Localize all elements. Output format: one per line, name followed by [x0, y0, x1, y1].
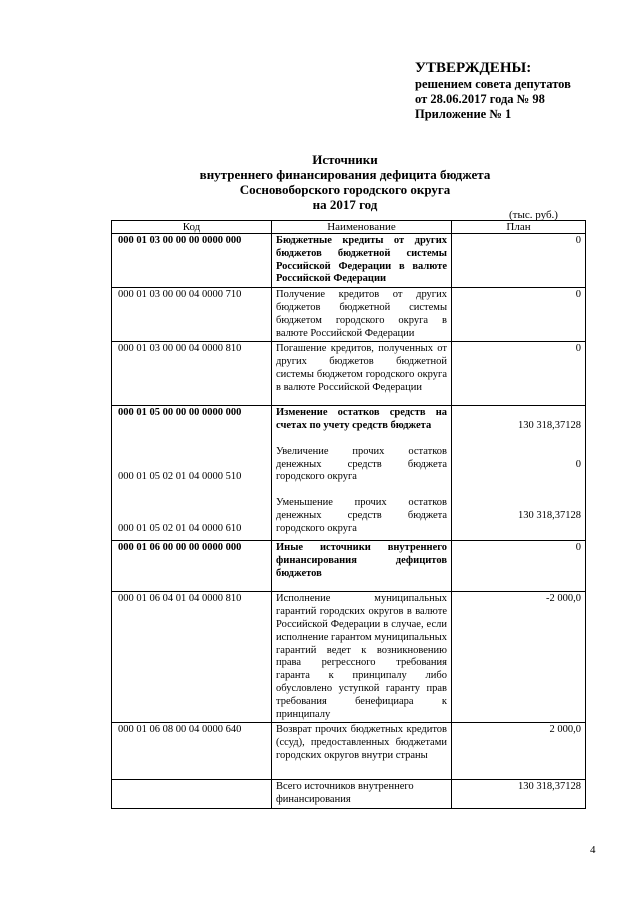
document-title — [150, 152, 540, 212]
title-line-3: Сосновоборского городского округа — [239, 182, 451, 197]
row-code: 000 01 03 00 00 04 0000 810 — [112, 342, 272, 406]
title-line-1: Источники — [312, 152, 378, 167]
table-header-row — [112, 221, 586, 234]
row-name: Погашение кредитов, полученных от других бюджетов бюджетной системы бюджетом городского округа в валюте Российской Федерации — [272, 342, 452, 406]
row-code: 000 01 05 00 00 00 0000 000 — [118, 407, 242, 419]
row-code: 000 01 03 00 00 00 0000 000 — [112, 234, 272, 288]
table-row-total — [112, 780, 586, 809]
approval-line-council: решением совета депутатов — [415, 77, 571, 91]
row-name: Исполнение муниципальных гарантий городских округов в валюте Российской Федерации в случае, если исполнение гарантом муниципальных гарантий ведет к возникновению права регрессного требования гаранта к принципалу либо обусловлено уступкой гаранту прав требования бенефициара к принципалу — [272, 592, 452, 723]
sub-row-name: Увеличение прочих остатков денежных средств бюджета городского округа — [276, 445, 447, 483]
title-line-2: внутреннего финансирования дефицита бюджета — [199, 167, 491, 182]
row-code — [112, 780, 272, 809]
row-code: 000 01 06 04 01 04 0000 810 — [112, 592, 272, 723]
row-name: Получение кредитов от других бюджетов бюджетной системы бюджетом городского округа в валюте Российской Федерации — [272, 288, 452, 342]
sub-row-code: 000 01 05 02 01 04 0000 510 — [118, 471, 242, 483]
row-name: Всего источников внутреннего финансирования — [272, 780, 452, 809]
row-plan-group — [452, 406, 586, 541]
row-code: 000 01 03 00 00 04 0000 710 — [112, 288, 272, 342]
table-row — [112, 592, 586, 723]
table-row — [112, 234, 586, 288]
row-code: 000 01 06 00 00 00 0000 000 — [112, 541, 272, 592]
row-plan: 0 — [452, 342, 586, 406]
row-name: Изменение остатков средств на счетах по учету средств бюджета — [276, 407, 447, 432]
approval-block — [415, 60, 630, 122]
page-number: 4 — [590, 844, 596, 856]
table-row — [112, 723, 586, 780]
header-code: Код — [112, 221, 272, 234]
title-line-4: на 2017 год — [312, 197, 378, 212]
row-name: Бюджетные кредиты от других бюджетов бюджетной системы Российской Федерации в валюте Российской Федерации — [272, 234, 452, 288]
units-label: (тыс. руб.) — [509, 209, 558, 221]
row-plan: 0 — [452, 234, 586, 288]
row-plan: 0 — [452, 288, 586, 342]
table-row — [112, 406, 586, 541]
row-plan: 2 000,0 — [452, 723, 586, 780]
table-row — [112, 541, 586, 592]
approval-heading: УТВЕРЖДЕНЫ: — [415, 60, 532, 76]
table-row — [112, 342, 586, 406]
row-plan: 130 318,37128 — [452, 780, 586, 809]
financing-sources-table — [111, 220, 586, 809]
approval-line-date: от 28.06.2017 года № 98 — [415, 92, 545, 106]
row-name-group — [272, 406, 452, 541]
row-name: Возврат прочих бюджетных кредитов (ссуд), предоставленных бюджетами городских округов внутри страны — [272, 723, 452, 780]
row-plan: 0 — [452, 541, 586, 592]
table-row — [112, 288, 586, 342]
header-name: Наименование — [272, 221, 452, 234]
row-code: 000 01 06 08 00 04 0000 640 — [112, 723, 272, 780]
row-name: Иные источники внутреннего финансирования дефицитов бюджетов — [272, 541, 452, 592]
row-plan: 130 318,37128 — [518, 420, 581, 432]
row-plan: -2 000,0 — [452, 592, 586, 723]
approval-line-appendix: Приложение № 1 — [415, 107, 512, 121]
sub-row-name: Уменьшение прочих остатков денежных средств бюджета городского округа — [276, 496, 447, 534]
header-plan: План — [452, 221, 586, 234]
row-code-group — [112, 406, 272, 541]
sub-row-plan: 130 318,37128 — [518, 509, 581, 521]
sub-row-code: 000 01 05 02 01 04 0000 610 — [118, 522, 242, 534]
sub-row-plan: 0 — [575, 458, 581, 470]
